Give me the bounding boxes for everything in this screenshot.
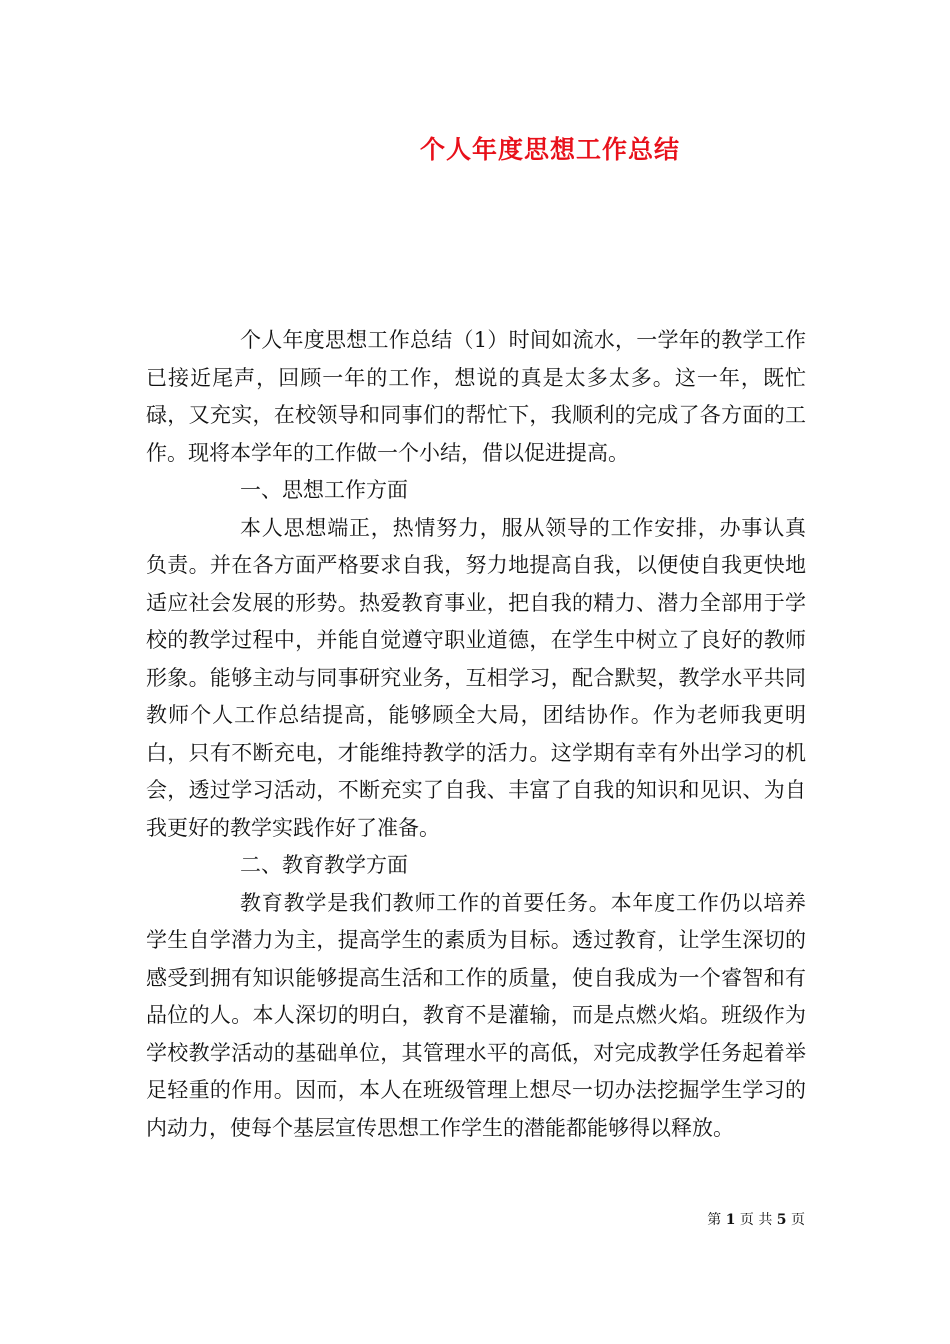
intro-paragraph: 个人年度思想工作总结（1）时间如流水，一学年的教学工作已接近尾声，回顾一年的工作，想说的真是太多太多。这一年，既忙碌，又充实，在校领导和同事们的帮忙下，我顺利的完成了各方面的工作。现将本学年的工作做一个小结，借以促进提高。	[146, 328, 806, 465]
section-heading-thought: 一、思想工作方面	[240, 478, 408, 502]
section-heading-teaching: 二、教育教学方面	[240, 853, 408, 877]
document-body	[146, 322, 806, 1147]
document-title: 个人年度思想工作总结	[419, 135, 680, 164]
footer-total-pages: 5	[776, 1212, 787, 1228]
footer-suffix: 页	[791, 1212, 805, 1228]
footer-prefix: 第	[707, 1212, 722, 1228]
teaching-paragraph: 教育教学是我们教师工作的首要任务。本年度工作仍以培养学生自学潜力为主，提高学生的素质为目标。透过教育，让学生深切的感受到拥有知识能够提高生活和工作的质量，使自我成为一个睿智和有品位的人。本人深切的明白，教育不是灌输，而是点燃火焰。班级作为学校教学活动的基础单位，其管理水平的高低，对完成教学任务起着举足轻重的作用。因而，本人在班级管理上想尽一切办法挖掘学生学习的内动力，使每个基层宣传思想工作学生的潜能都能够得以释放。	[146, 890, 806, 1140]
footer-page-number: 1	[725, 1212, 736, 1228]
footer-middle: 页 共	[739, 1212, 773, 1228]
page-number-footer	[0, 1209, 805, 1229]
thought-paragraph: 本人思想端正，热情努力，服从领导的工作安排，办事认真负责。并在各方面严格要求自我，努力地提高自我，以便使自我更快地适应社会发展的形势。热爱教育事业，把自我的精力、潜力全部用于学校的教学过程中，并能自觉遵守职业道德，在学生中树立了良好的教师形象。能够主动与同事研究业务，互相学习，配合默契，教学水平共同教师个人工作总结提高，能够顾全大局，团结协作。作为老师我更明白，只有不断充电，才能维持教学的活力。这学期有幸有外出学习的机会，透过学习活动，不断充实了自我、丰富了自我的知识和见识、为自我更好的教学实践作好了准备。	[146, 515, 806, 840]
